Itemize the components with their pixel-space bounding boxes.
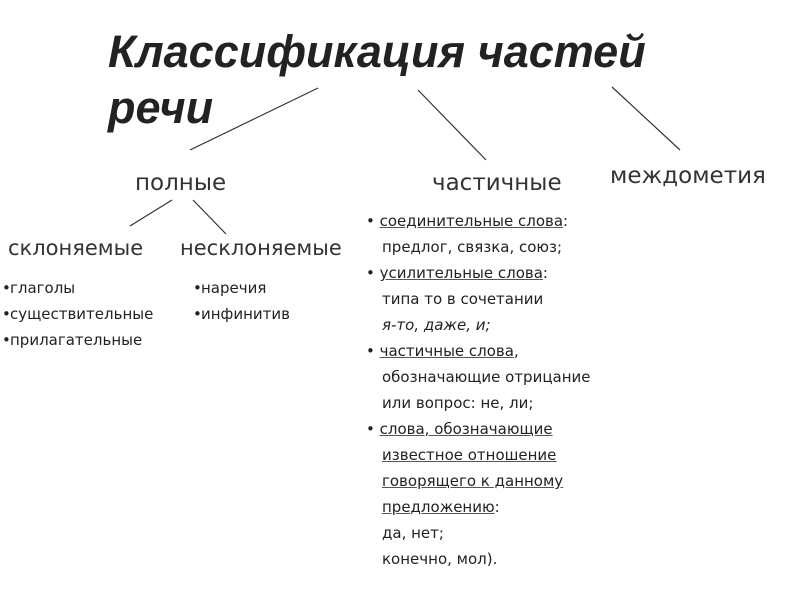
partial-line: или вопрос: не, ли; [382,394,534,412]
partial-line: обозначающие отрицание [382,368,591,386]
partial-list [366,208,591,572]
list-item: • инфинитив [193,301,290,327]
partial-line: конечно, мол). [382,550,498,568]
diagram-title: Классификация частей речи [108,26,646,133]
partial-group-heading: говорящего к данному [382,472,564,490]
partial-group: • слова, обозначающие известное отношение говорящего к данному предложению: да, нет; конечно, мол). [366,416,591,572]
heading-suffix: : [563,212,569,230]
partial-group-heading: усилительные слова [379,264,543,282]
list-item: • наречия [193,275,290,301]
heading-suffix: : [494,498,500,516]
category-partial: частичные [432,170,562,196]
category-full: полные [135,170,227,196]
heading-suffix: , [513,342,519,360]
partial-line: предлог, связка, союз; [382,238,563,256]
partial-group-heading: слова, обозначающие [379,420,553,438]
partial-group-heading: частичные слова [379,342,514,360]
subcategory-indeclinable: несклоняемые [180,236,342,260]
indeclinable-list [193,275,290,327]
connector-full-to-indeclinable [193,200,226,234]
connector-full-to-declinable [130,200,172,226]
partial-line: типа то в сочетании [382,290,544,308]
partial-line: я-то, даже, и; [382,316,491,334]
list-item: • прилагательные [2,327,153,353]
partial-group-heading: соединительные слова [379,212,564,230]
partial-group: • соединительные слова: предлог, связка, союз; [366,208,591,260]
subcategory-declinable: склоняемые [8,236,144,260]
list-item: • существительные [2,301,153,327]
list-item: • глаголы [2,275,153,301]
partial-group-heading: предложению [382,498,495,516]
partial-group: • усилительные слова: типа то в сочетании я-то, даже, и; [366,260,591,338]
heading-suffix: : [542,264,548,282]
declinable-list [2,275,153,353]
category-interjections: междометия [610,163,766,189]
partial-group: • частичные слова, обозначающие отрицание или вопрос: не, ли; [366,338,591,416]
partial-line: да, нет; [382,524,444,542]
partial-group-heading: известное отношение [382,446,557,464]
